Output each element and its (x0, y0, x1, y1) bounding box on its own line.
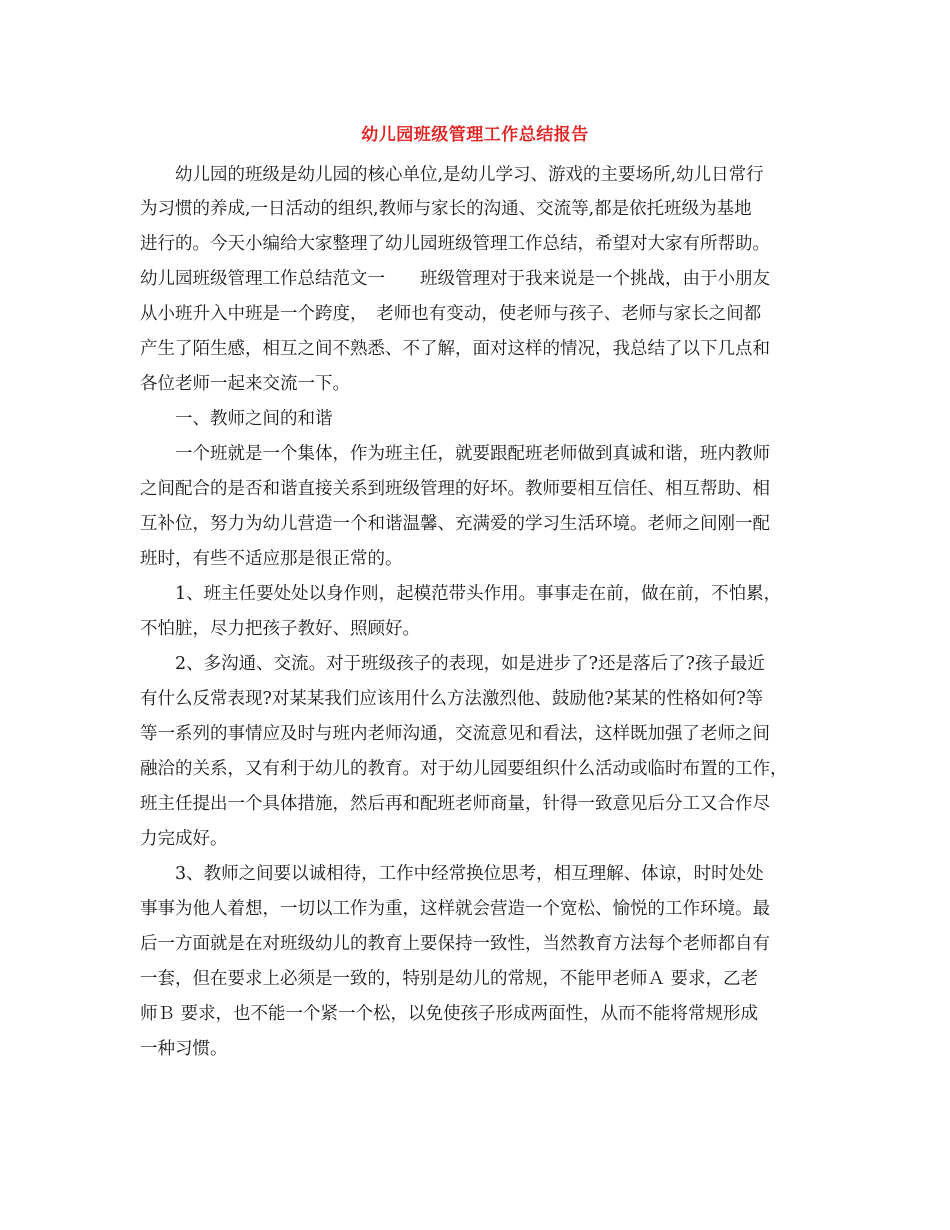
paragraph-line: 有什么反常表现?对某某我们应该用什么方法激烈他、鼓励他?某某的性格如何?等 (140, 689, 764, 709)
paragraph-line: 幼儿园班级管理工作总结范文一 班级管理对于我来说是一个挑战，由于小朋友 (140, 269, 770, 289)
paragraph-line: 师Ｂ 要求，也不能一个紧一个松，以免使孩子形成两面性，从而不能将常规形成 (140, 1004, 759, 1024)
section-heading: 一、教师之间的和谐 (175, 409, 333, 429)
paragraph-line: 班时，有些不适应那是很正常的。 (140, 549, 403, 569)
paragraph-line: 融洽的关系，又有利于幼儿的教育。对于幼儿园要组织什么活动或临时布置的工作， (140, 759, 788, 779)
paragraph-line: 进行的。今天小编给大家整理了幼儿园班级管理工作总结，希望对大家有所帮助。 (140, 234, 770, 254)
paragraph-line: 等一系列的事情应及时与班内老师沟通，交流意见和看法，这样既加强了老师之间 (140, 724, 770, 744)
paragraph-line: 一种习惯。 (140, 1039, 228, 1059)
paragraph-line: 后一方面就是在对班级幼儿的教育上要保持一致性，当然教育方法每个老师都自有 (140, 934, 770, 954)
paragraph-line: 事事为他人着想，一切以工作为重，这样就会营造一个宽松、愉悦的工作环境。最 (140, 899, 770, 919)
paragraph-line: 不怕脏，尽力把孩子教好、照顾好。 (140, 619, 420, 639)
paragraph-line: 之间配合的是否和谐直接关系到班级管理的好坏。教师要相互信任、相互帮助、相 (140, 479, 770, 499)
paragraph-line: 力完成好。 (140, 829, 228, 849)
paragraph-line: 互补位，努力为幼儿营造一个和谐温馨、充满爱的学习生活环境。老师之间刚一配 (140, 514, 770, 534)
paragraph-line: 2、多沟通、交流。对于班级孩子的表现，如是进步了?还是落后了?孩子最近 (175, 654, 765, 674)
document-title: 幼儿园班级管理工作总结报告 (361, 125, 589, 145)
paragraph-line: 一套，但在要求上必须是一致的，特别是幼儿的常规，不能甲老师Ａ 要求，乙老 (140, 969, 759, 989)
paragraph-line: 一个班就是一个集体，作为班主任，就要跟配班老师做到真诚和谐，班内教师 (175, 444, 770, 464)
paragraph-line: 3、教师之间要以诚相待，工作中经常换位思考，相互理解、体谅，时时处处 (175, 864, 764, 884)
paragraph-line: 各位老师一起来交流一下。 (140, 374, 350, 394)
paragraph-line: 1、班主任要处处以身作则，起模范带头作用。事事走在前，做在前，不怕累， (175, 584, 782, 604)
paragraph-line: 为习惯的养成,一日活动的组织,教师与家长的沟通、交流等,都是依托班级为基地 (140, 199, 752, 219)
document-body (140, 158, 816, 1067)
paragraph-line: 幼儿园的班级是幼儿园的核心单位,是幼儿学习、游戏的主要场所,幼儿日常行 (175, 165, 764, 185)
paragraph-line: 班主任提出一个具体措施，然后再和配班老师商量，针得一致意见后分工又合作尽 (140, 794, 770, 814)
paragraph-line: 产生了陌生感，相互之间不熟悉、不了解，面对这样的情况，我总结了以下几点和 (140, 339, 770, 359)
paragraph-line: 从小班升入中班是一个跨度， 老师也有变动，使老师与孩子、老师与家长之间都 (140, 304, 762, 324)
